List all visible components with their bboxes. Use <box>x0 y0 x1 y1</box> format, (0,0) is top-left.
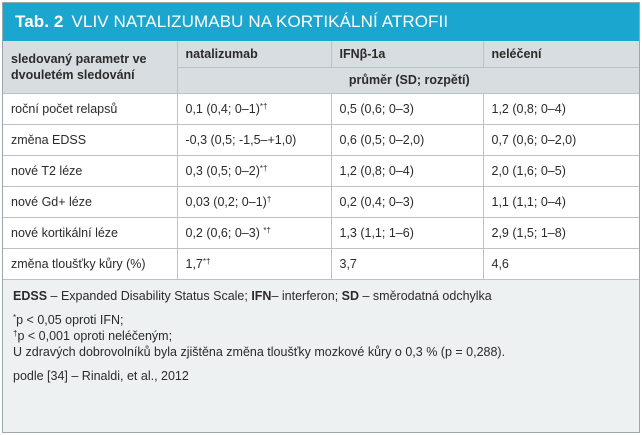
subheader: průměr (SD; rozpětí) <box>177 67 640 93</box>
cell-ifn: 0,2 (0,4; 0–3) <box>331 186 483 217</box>
footnotes <box>13 312 629 360</box>
footnote-2: †p < 0,001 oproti neléčeným; <box>13 328 173 343</box>
header-row <box>3 41 640 67</box>
table-row <box>3 124 640 155</box>
cell-untreated: 0,7 (0,6; 0–2,0) <box>483 124 640 155</box>
cell-ifn: 1,3 (1,1; 1–6) <box>331 217 483 248</box>
cell-untreated: 1,2 (0,8; 0–4) <box>483 93 640 124</box>
row-param: roční počet relapsů <box>3 93 177 124</box>
table-row <box>3 93 640 124</box>
col-header-natalizumab: natalizumab <box>177 41 331 67</box>
cell-natalizumab: 0,2 (0,6; 0–3) *† <box>177 217 331 248</box>
row-param: nové T2 léze <box>3 155 177 186</box>
cell-ifn: 0,6 (0,5; 0–2,0) <box>331 124 483 155</box>
col-header-ifn: IFNβ-1a <box>331 41 483 67</box>
cell-natalizumab: 0,03 (0,2; 0–1)† <box>177 186 331 217</box>
cell-ifn: 0,5 (0,6; 0–3) <box>331 93 483 124</box>
significance-mark: *† <box>202 256 211 266</box>
row-param: nové kortikální léze <box>3 217 177 248</box>
cell-ifn: 1,2 (0,8; 0–4) <box>331 155 483 186</box>
cell-natalizumab: -0,3 (0,5; -1,5–+1,0) <box>177 124 331 155</box>
param-header: sledovaný parametr ve dvouletém sledování <box>3 41 177 93</box>
cell-natalizumab: 1,7*† <box>177 248 331 279</box>
cell-natalizumab: 0,3 (0,5; 0–2)*† <box>177 155 331 186</box>
row-param: změna EDSS <box>3 124 177 155</box>
table-notes <box>3 280 639 384</box>
cell-untreated: 1,1 (1,1; 0–4) <box>483 186 640 217</box>
data-table <box>3 41 640 280</box>
row-param: změna tloušťky kůry (%) <box>3 248 177 279</box>
source-citation: podle [34] – Rinaldi, et al., 2012 <box>13 368 189 383</box>
significance-mark: *† <box>263 225 271 235</box>
footnote-1: *p < 0,05 oproti IFN; <box>13 312 124 327</box>
significance-mark: † <box>266 194 272 204</box>
table-number: Tab. 2 <box>15 12 64 31</box>
table-title: VLIV NATALIZUMABU NA KORTIKÁLNÍ ATROFII <box>71 12 449 31</box>
abbreviations: EDSS – Expanded Disability Status Scale; IFN– interferon; SD – směrodatná odchylka <box>13 288 492 303</box>
cell-ifn: 3,7 <box>331 248 483 279</box>
table-title-bar <box>3 3 639 41</box>
significance-mark: *† <box>259 101 268 111</box>
row-param: nové Gd+ léze <box>3 186 177 217</box>
cell-untreated: 4,6 <box>483 248 640 279</box>
col-header-untreated: neléčení <box>483 41 640 67</box>
cell-untreated: 2,9 (1,5; 1–8) <box>483 217 640 248</box>
cell-untreated: 2,0 (1,6; 0–5) <box>483 155 640 186</box>
footnote-3: U zdravých dobrovolníků byla zjištěna změna tloušťky mozkové kůry o 0,3 % (p = 0,288). <box>13 344 506 359</box>
table-figure <box>2 2 640 433</box>
table-row <box>3 248 640 279</box>
table-row <box>3 186 640 217</box>
table-row <box>3 155 640 186</box>
significance-mark: *† <box>259 163 268 173</box>
cell-natalizumab: 0,1 (0,4; 0–1)*† <box>177 93 331 124</box>
table-row <box>3 217 640 248</box>
